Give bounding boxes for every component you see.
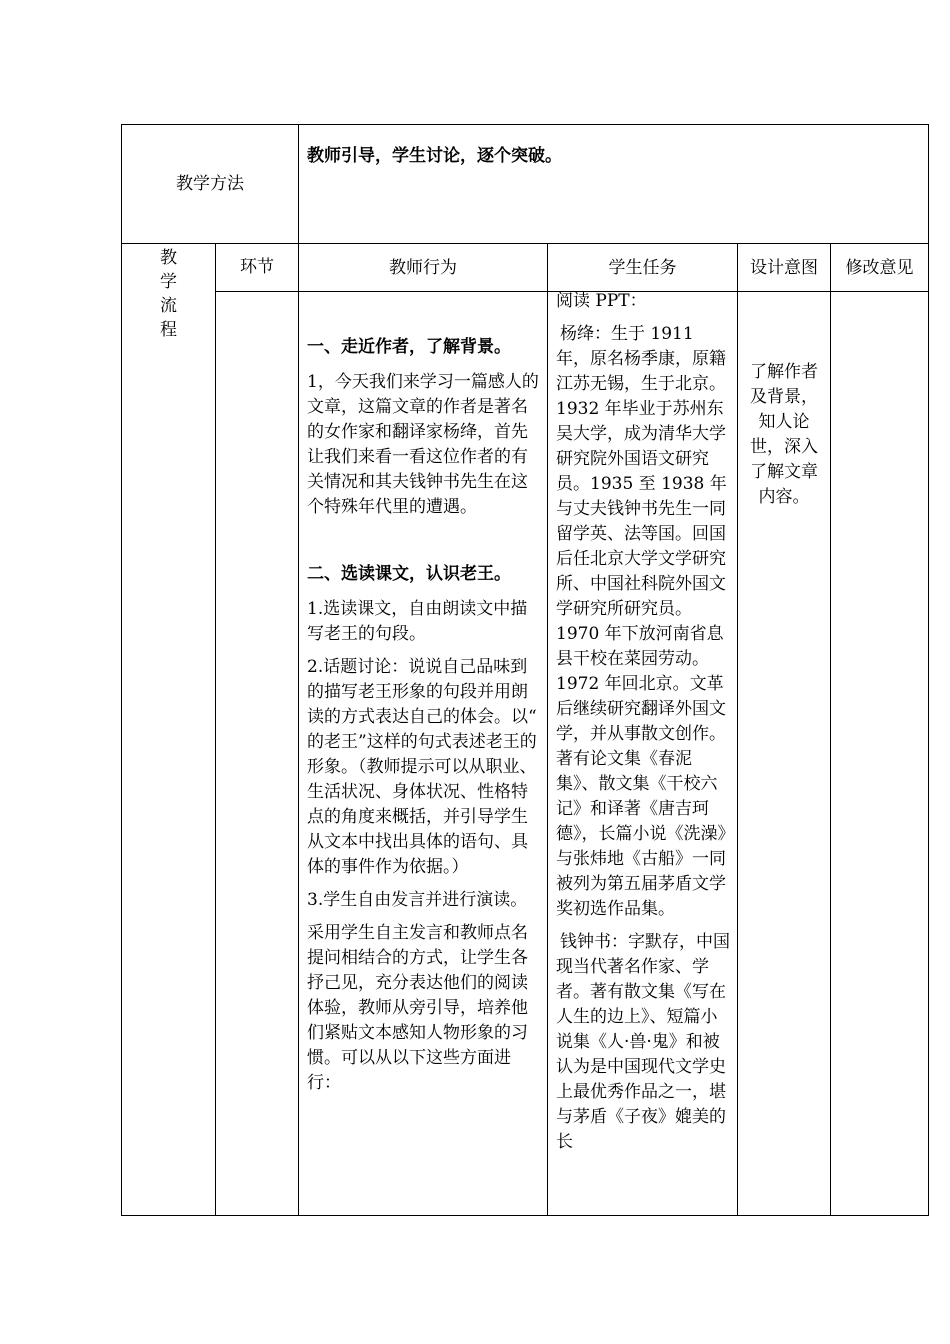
- process-label-char: 程: [160, 320, 177, 340]
- column-divider-teacher: [547, 243, 548, 1216]
- process-label-char: 教: [160, 248, 177, 268]
- table-border-right: [928, 124, 929, 1216]
- teacher-section1-title: 一、走近作者，了解背景。: [307, 337, 511, 357]
- header-revise: 修改意见: [845, 258, 914, 278]
- teacher-section2-title: 二、选读课文，认识老王。: [307, 564, 511, 584]
- teacher-section2-paragraph: 采用学生自主发言和教师点名提问相结合的方式，让学生各抒己见，充分表达他们的阅读体验，教师从旁引导，培养他们紧贴文本感知人物形象的习惯。可以从以下这些方面进行：: [307, 923, 528, 1093]
- header-step: 环节: [240, 257, 274, 277]
- header-intent: 设计意图: [750, 258, 818, 278]
- column-divider-intent: [830, 243, 831, 1216]
- process-label-char: 学: [160, 272, 177, 292]
- teacher-spacer: [307, 528, 540, 562]
- header-teacher: 教师行为: [389, 258, 457, 278]
- process-label: [122, 246, 215, 342]
- teacher-section2-paragraph: 3.学生自由发言并进行演读。: [307, 890, 528, 910]
- table-border-bottom: [121, 1215, 929, 1216]
- teacher-section2-paragraph: 1.选读课文，自由朗读文中描写老王的句段。: [307, 599, 528, 644]
- row-divider-method: [121, 243, 929, 244]
- teacher-column: [307, 335, 540, 1104]
- teacher-section1-paragraph: 1，今天我们来学习一篇感人的文章，这篇文章的作者是著名的女作家和翻译家杨绛，首先让我们来看一看这位作者的有关情况和其夫钱钟书先生在这个特殊年代里的遭遇。: [307, 372, 539, 517]
- method-label: 教学方法: [176, 174, 244, 194]
- student-qian-zhongshu-bio: 钱钟书：字默存，中国现当代著名作家、学者。著有散文集《写在人生的边上》、短篇小说集《人·兽·鬼》和被认为是中国现代文学史上最优秀作品之一，堪与茅盾《子夜》媲美的长: [556, 932, 730, 1152]
- intent-text: 了解作者及背景，知人论世，深入了解文章内容。: [750, 362, 818, 507]
- column-divider-method: [298, 124, 299, 244]
- student-yang-jiang-bio: 杨绛：生于 1911 年，原名杨季康，原籍江苏无锡，生于北京。1932 年毕业于苏州东吴大学，成为清华大学研究院外国语文研究员。1935 至 1938 年与丈夫钱钟书先生一同留学英、法等国。回国后任北京大学文学研究所、中国社科院外国文学研究所研究员。1970 年下放河南省息县干校在菜园劳动。1972 年回北京。文革后继续研究翻译外国文学，并从事散文创作。著有论文集《春泥集》、散文集《干校六记》和译著《唐吉珂德》，长篇小说《洗澡》与张炜地《古船》一同被列为第五届茅盾文学奖初选作品集。: [556, 324, 727, 919]
- method-content: 教师引导，学生讨论，逐个突破。: [307, 146, 562, 166]
- column-divider-student: [737, 243, 738, 1216]
- table-border-top: [121, 124, 929, 125]
- teacher-section2-paragraph: 2.话题讨论：说说自己品味到的描写老王形象的句段并用朗读的方式表达自己的体会。以“ 的老王”这样的句式表述老王的形象。（教师提示可以从职业、生活状况、身体状况、性格特点的角度来概括，并引导学生从文本中找出具体的语句、具体的事件作为依据。）: [307, 657, 537, 877]
- student-intro: 阅读 PPT：: [556, 291, 647, 311]
- column-divider-process: [215, 243, 216, 1216]
- process-label-char: 流: [160, 296, 177, 316]
- header-student: 学生任务: [608, 258, 677, 278]
- column-divider-step: [298, 243, 299, 1216]
- student-column: [556, 289, 731, 1214]
